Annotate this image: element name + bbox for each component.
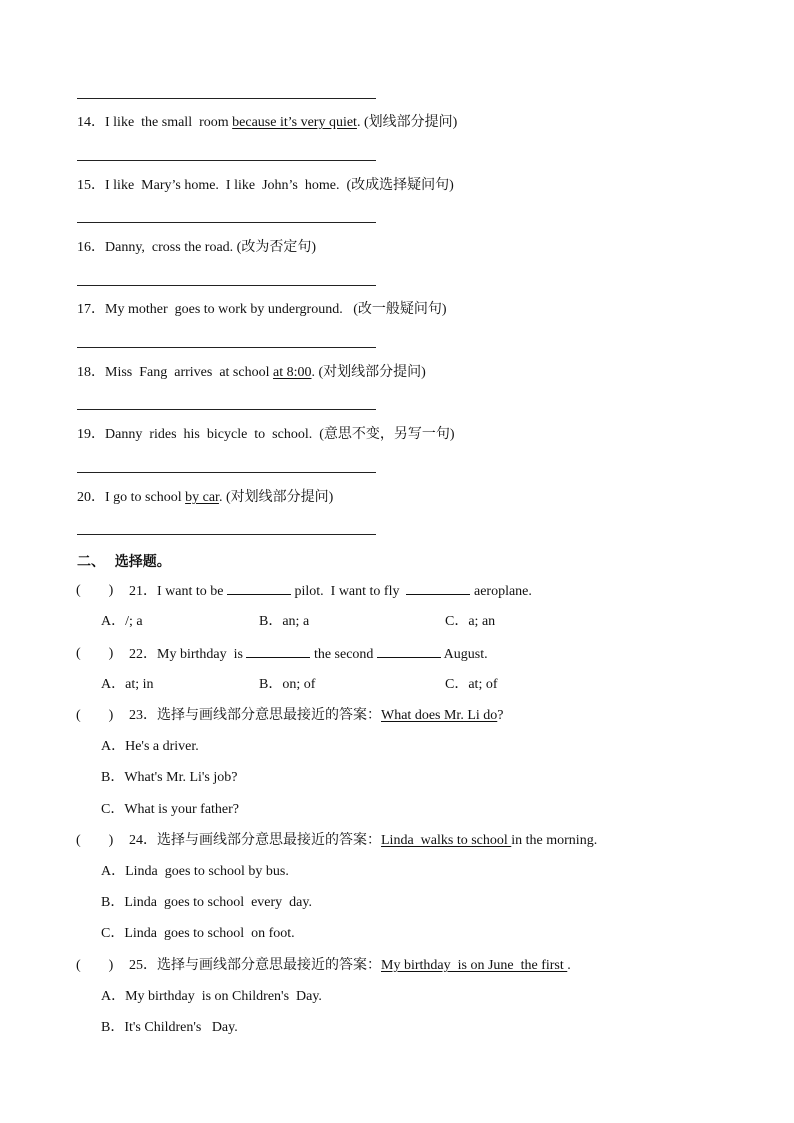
answer-line[interactable] xyxy=(77,98,376,99)
question-17: 17．My mother goes to work by underground. (改一般疑问句) xyxy=(77,302,447,317)
question-23: 23．选择与画线部分意思最接近的答案：What does Mr. Li do? xyxy=(129,708,504,723)
fill-blank[interactable] xyxy=(246,645,310,658)
option-c[interactable]: C．at; of xyxy=(445,677,498,692)
answer-paren[interactable]: ( ) xyxy=(76,958,114,973)
option-a[interactable]: A．/; a xyxy=(101,614,143,629)
option-b[interactable]: B．on; of xyxy=(259,677,316,692)
answer-line[interactable] xyxy=(77,409,376,410)
answer-paren[interactable]: ( ) xyxy=(76,833,114,848)
answer-line[interactable] xyxy=(77,534,376,535)
option-a[interactable]: A．My birthday is on Children's Day. xyxy=(101,989,322,1004)
answer-line[interactable] xyxy=(77,472,376,473)
fill-blank[interactable] xyxy=(227,582,291,595)
question-14: 14．I like the small room because it’s very quiet. (划线部分提问) xyxy=(77,115,458,130)
fill-blank[interactable] xyxy=(377,645,441,658)
option-c[interactable]: C．What is your father? xyxy=(101,802,240,817)
answer-paren[interactable]: ( ) xyxy=(76,646,114,661)
question-24: 24．选择与画线部分意思最接近的答案：Linda walks to school in the morning. xyxy=(129,833,598,848)
section-title: 二、 选择题。 xyxy=(77,554,171,570)
answer-line[interactable] xyxy=(77,347,376,348)
option-b[interactable]: B．What's Mr. Li's job? xyxy=(101,770,238,785)
answer-line[interactable] xyxy=(77,222,376,223)
question-16: 16．Danny, cross the road. (改为否定句) xyxy=(77,240,316,255)
option-b[interactable]: B．an; a xyxy=(259,614,310,629)
answer-paren[interactable]: ( ) xyxy=(76,708,114,723)
option-a[interactable]: A．He's a driver. xyxy=(101,739,199,754)
question-21: 21．I want to be pilot. I want to fly aeroplane. xyxy=(129,584,532,599)
question-25: 25．选择与画线部分意思最接近的答案：My birthday is on June the first . xyxy=(129,958,571,973)
question-18: 18．Miss Fang arrives at school at 8:00. (对划线部分提问) xyxy=(77,365,426,380)
question-22: 22．My birthday is the second August. xyxy=(129,647,488,662)
question-20: 20．I go to school by car. (对划线部分提问) xyxy=(77,490,334,505)
fill-blank[interactable] xyxy=(406,582,470,595)
answer-line[interactable] xyxy=(77,285,376,286)
option-a[interactable]: A．at; in xyxy=(101,677,154,692)
answer-paren[interactable]: ( ) xyxy=(76,583,114,598)
question-19: 19．Danny rides his bicycle to school. (意思不变，另写一句) xyxy=(77,427,455,442)
option-c[interactable]: C．a; an xyxy=(445,614,496,629)
answer-line[interactable] xyxy=(77,160,376,161)
question-15: 15．I like Mary’s home. I like John’s home. (改成选择疑问句) xyxy=(77,178,454,193)
option-a[interactable]: A．Linda goes to school by bus. xyxy=(101,864,289,879)
option-b[interactable]: B．Linda goes to school every day. xyxy=(101,895,312,910)
option-c[interactable]: C．Linda goes to school on foot. xyxy=(101,926,295,941)
option-b[interactable]: B．It's Children's Day. xyxy=(101,1020,238,1035)
